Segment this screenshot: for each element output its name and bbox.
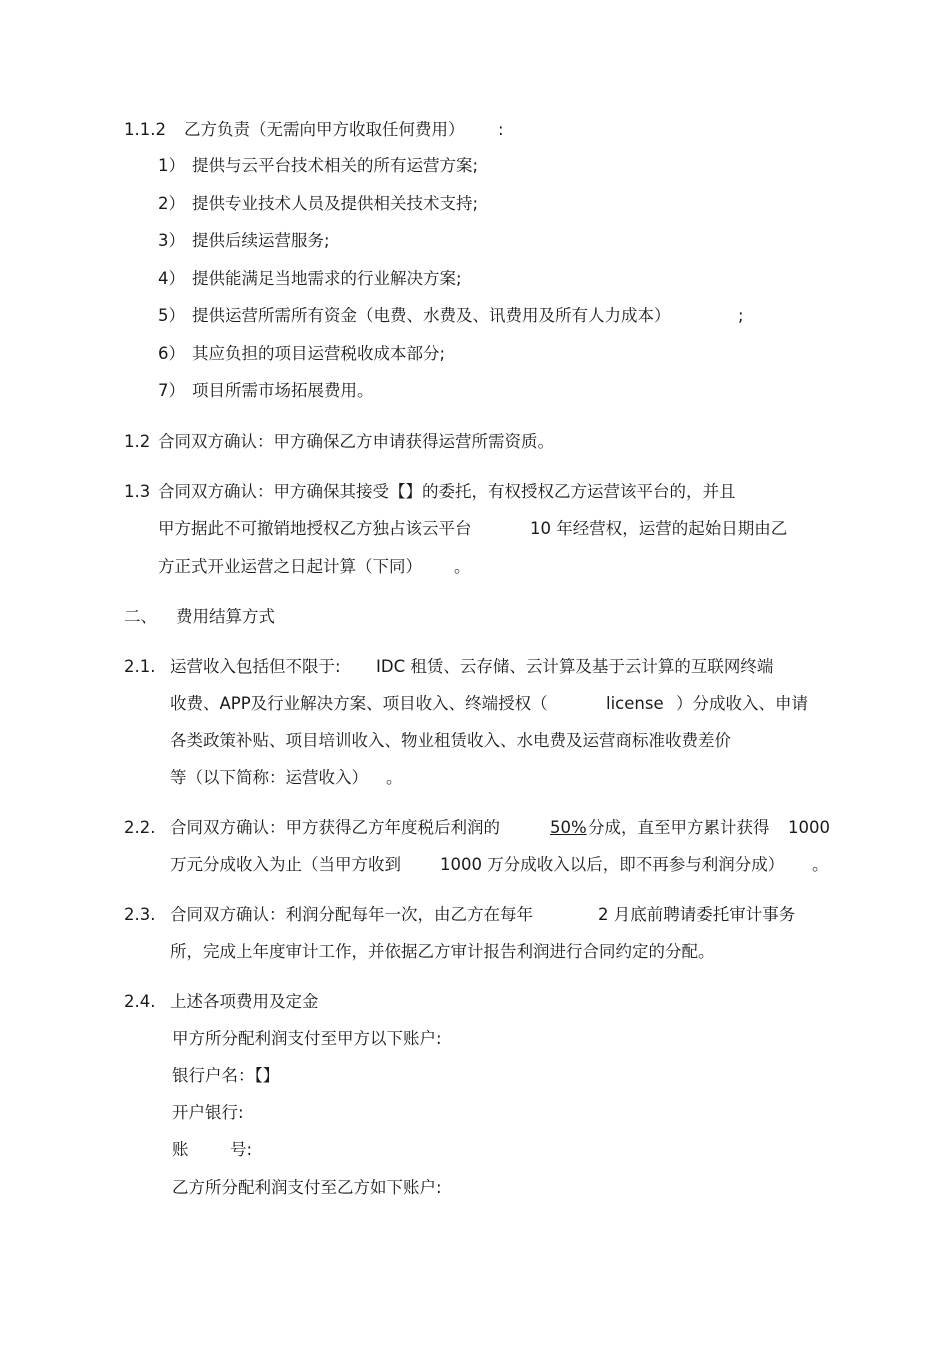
paragraph-line: 10 年经营权，运营的起始日期由乙	[530, 519, 788, 538]
profit-share-percent: 50%	[550, 818, 587, 837]
section-number: 2.2.	[124, 818, 156, 837]
list-item-number: 1）	[158, 156, 185, 175]
paragraph-line: 1000 万分成收入以后，即不再参与利润分成）	[440, 855, 785, 874]
list-item: 项目所需市场拓展费用。	[192, 381, 374, 400]
list-item-number: 2）	[158, 194, 185, 213]
paragraph-line: 分成，直至甲方累计获得	[588, 818, 770, 837]
section-number: 1.3	[124, 482, 151, 501]
list-item: 提供与云平台技术相关的所有运营方案;	[192, 156, 479, 175]
account-intro-party-a: 甲方所分配利润支付至甲方以下账户:	[172, 1029, 442, 1048]
account-number-label: 号:	[230, 1140, 253, 1159]
paragraph-line: ）分成收入、申请	[676, 694, 808, 713]
section-heading: 乙方负责（无需向甲方收取任何费用）	[184, 120, 465, 139]
paragraph-line: license	[606, 694, 664, 713]
account-intro-party-b: 乙方所分配利润支付至乙方如下账户:	[172, 1178, 442, 1197]
paragraph-line: 各类政策补贴、项目培训收入、物业租赁收入、水电费及运营商标准收费差价	[170, 731, 731, 750]
list-item-number: 7）	[158, 381, 185, 400]
list-item: 其应负担的项目运营税收成本部分;	[192, 344, 446, 363]
list-item-tail: ;	[738, 306, 744, 325]
list-item-number: 4）	[158, 269, 185, 288]
paragraph-line: 合同双方确认：利润分配每年一次，由乙方在每年	[170, 905, 533, 924]
paragraph-line: 合同双方确认：甲方获得乙方年度税后利润的	[170, 818, 500, 837]
paragraph-line: 2 月底前聘请委托审计事务	[598, 905, 796, 924]
section-heading: 上述各项费用及定金	[170, 992, 319, 1011]
chapter-title: 费用结算方式	[176, 607, 275, 626]
list-item: 提供运营所需所有资金（电费、水费及、讯费用及所有人力成本）	[192, 306, 671, 325]
paragraph-line: 。	[386, 768, 403, 787]
list-item-number: 5）	[158, 306, 185, 325]
paragraph-line: 运营收入包括但不限于:	[170, 657, 341, 676]
paragraph-line: 1000	[788, 818, 830, 837]
list-item: 提供能满足当地需求的行业解决方案;	[192, 269, 462, 288]
paragraph-line: 。	[812, 855, 829, 874]
list-item: 提供专业技术人员及提供相关技术支持;	[192, 194, 479, 213]
paragraph-line: 万元分成收入为止（当甲方收到	[170, 855, 401, 874]
list-item-number: 3）	[158, 231, 185, 250]
account-number-label: 账	[172, 1140, 189, 1159]
section-number: 1.2	[124, 432, 151, 451]
bank-name: 开户银行:	[172, 1103, 244, 1122]
heading-colon: :	[498, 120, 504, 139]
paragraph-line: IDC 租赁、云存储、云计算及基于云计算的互联网终端	[376, 657, 774, 676]
list-item-number: 6）	[158, 344, 185, 363]
paragraph-line: 方正式开业运营之日起计算（下同）	[158, 557, 422, 576]
paragraph-line: 等（以下简称：运营收入）	[170, 768, 368, 787]
paragraph-line: 合同双方确认：甲方确保其接受【】的委托，有权授权乙方运营该平台的，并且	[158, 482, 736, 501]
section-number: 2.3.	[124, 905, 156, 924]
paragraph-line: 。	[454, 557, 471, 576]
chapter-number: 二、	[124, 607, 157, 626]
paragraph: 合同双方确认：甲方确保乙方申请获得运营所需资质。	[158, 432, 554, 451]
bank-account-name: 银行户名：【】	[172, 1066, 280, 1085]
section-number: 2.1.	[124, 657, 156, 676]
section-number: 2.4.	[124, 992, 156, 1011]
paragraph-line: 收费、APP及行业解决方案、项目收入、终端授权（	[170, 694, 548, 713]
paragraph-line: 甲方据此不可撤销地授权乙方独占该云平台	[158, 519, 472, 538]
paragraph-line: 所，完成上年度审计工作，并依据乙方审计报告利润进行合同约定的分配。	[170, 942, 715, 961]
section-number: 1.1.2	[124, 120, 166, 139]
list-item: 提供后续运营服务;	[192, 231, 330, 250]
